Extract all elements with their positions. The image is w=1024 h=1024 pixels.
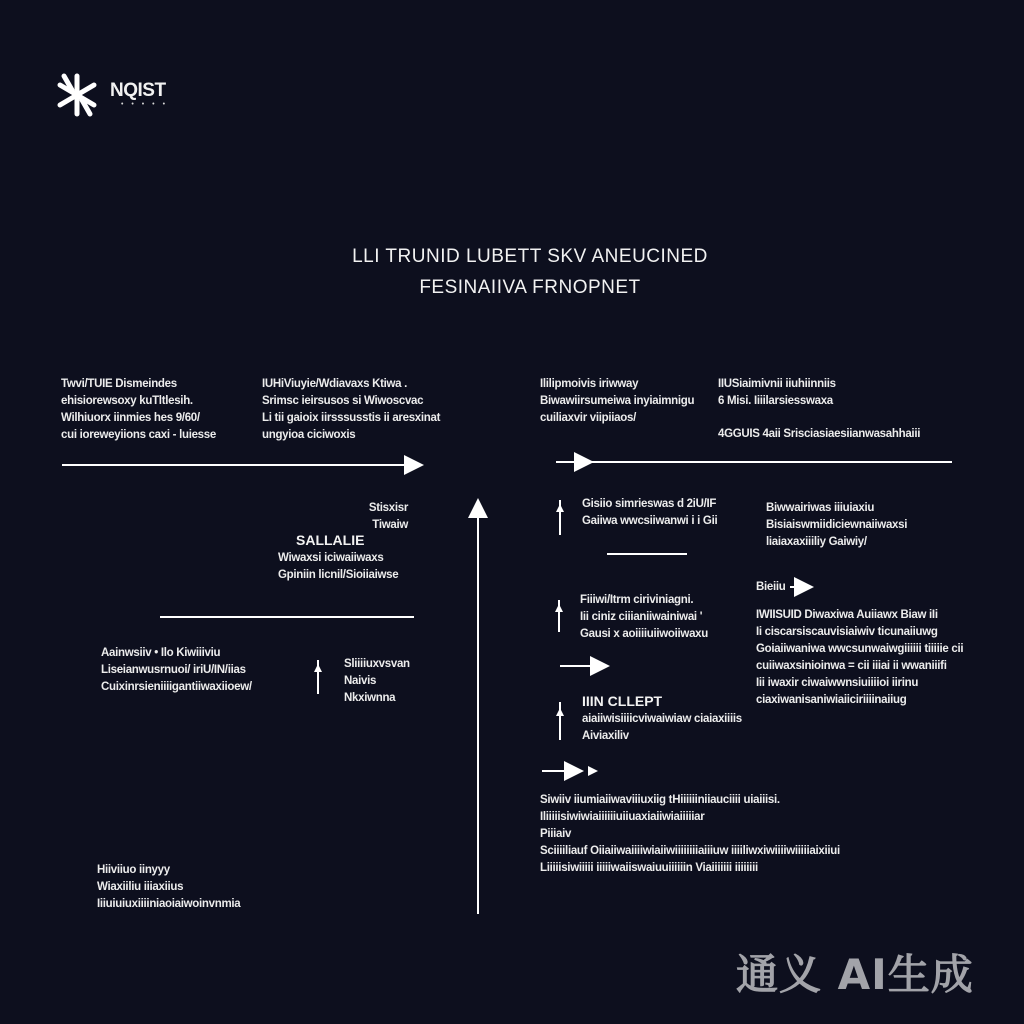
brand-tagline: • • • • • (121, 101, 169, 108)
left-mid-heading: SALLALIE (296, 532, 365, 548)
tick-3-head (314, 664, 322, 672)
left-block-5: Hiiviiuo iinyyy Wiaxiiliu iiiaxiius Iiiuiuiuxiiiiniaoiaiwoinvnmia (97, 864, 241, 910)
right-block-6-label: Bieiiu (756, 581, 786, 593)
tick-4-head (556, 708, 564, 716)
right-block-4: Biwwairiwas iiiuiaxiu Bisiaiswmiidiciewnaiiwaxsi liaiaxaxiiiliy Gaiwiy/ (766, 502, 908, 548)
right-arrow-2-tip (588, 766, 598, 776)
right-block-3: Gisiio simrieswas d 2iU/IF Gaiiwa wwcsiiwanwi i i Gii (582, 498, 718, 527)
right-block-6: IWIISUID Diwaxiwa Auiiawx Biaw iIi Ii ciscarsiscauvisiaiwiv ticunaiiuwg Goiaiiwaniwa wwcsunwaiwgiiiiii tiiiiie cii cuiiwaxsinioinwa = cii iiiai ii wwaniiifi Iii iwaxir ciwaiwwnsiuiiiioi iirinu ciaxiwanisaniwiaiiciriiiinaiiug (756, 609, 964, 706)
right-block-7-heading: IIIN CLLEPT (582, 693, 663, 709)
right-block-1: Ililipmoivis iriwway Biwawiirsumeiwa inyiaimnigu cuiliaxvir viipiiaos/ (540, 378, 695, 424)
left-block-1: Twvi/TUIE Dismeindes ehisiorewsoxy kuTltlesih. Wilhiuorx iinmies hes 9/60/ cui ioreweyiions caxi - luiesse (61, 378, 216, 441)
tick-2-head (555, 604, 563, 612)
right-block-8: Siwiiv iiumiaiiwaviiiuxiig tHiiiiiiniiauciiii uiaiiisi. Iliiiiisiwiwiaiiiiiiuiiuaxiaiiwiaiiiiiar Piiiaiv Sciiiiliauf Oiiaiiwaiiiiwiaiiwiiiiiiiiaiiiuw iiiiliwxiwiiiiwiiiiiaixiiui Liiiiisiwiiiii iiiiiwaiiswaiuuiiiiiin Viaiiiiiii iiiiiiii (540, 794, 840, 874)
left-mid-lines: Wiwaxsi iciwaiiwaxs Gpiniin licnil/Sioiiaiwse (278, 552, 399, 581)
left-mid-small: Stisxisr Tiwaiw (368, 502, 408, 531)
watermark: 通义 AI生成 (736, 950, 974, 999)
left-block-2: IUHiViuyie/Wdiavaxs Ktiwa . Srimsc ieirsusos si Wiwoscvac Li tii gaioix iirsssusstis ii aresxinat ungyioa ciciwoxis (262, 378, 441, 441)
right-block-7: aiaiiwisiiiicviwaiwiaw ciaiaxiiiis Aiviaxiliv (582, 713, 742, 742)
diagram-title: LLI TRUNID LUBETT SKV ANEUCINED (352, 246, 708, 267)
tick-1-head (556, 504, 564, 512)
left-block-4: Sliiiiuxvsvan Naivis Nkxiwnna (344, 658, 410, 704)
diagram-subtitle: FESINAIIVA FRNOPNET (419, 277, 641, 298)
right-block-2b: 4GGUIS 4aii Srisciasiaesiianwasahhaiii (718, 428, 921, 440)
left-block-3: Aainwsiiv • Ilo Kiwiiiviu Liseianwusrnuoi/ iriU/IN/iias Cuixinrsieniiiigantiiwaxiioew/ (101, 647, 252, 693)
right-block-2: IIUSiaimivnii iiuhiinniis 6 Misi. Iiiilarsiesswaxa (718, 378, 836, 407)
brand-name: NQIST (110, 80, 166, 101)
right-block-5: Fiiiwi/Itrm ciriviniagni. Iii ciniz ciiianiiwainiwai ' Gausi x aoiiiiuiiwoiiwaxu (580, 594, 708, 640)
